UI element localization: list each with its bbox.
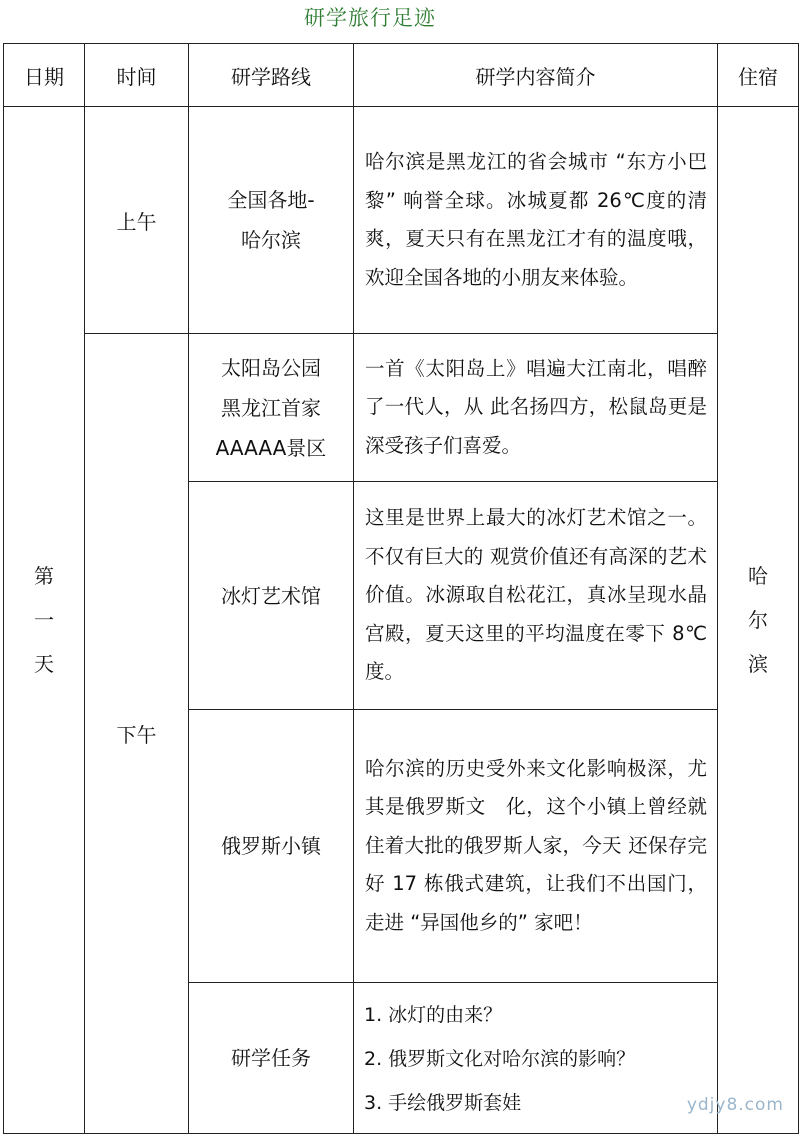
task-item: 3. 手绘俄罗斯套娃 [364, 1092, 522, 1114]
route-cell: 冰灯艺术馆 [189, 482, 354, 710]
header-time: 时间 [85, 44, 189, 107]
table-row [4, 334, 799, 482]
header-row [4, 44, 799, 107]
route-cell: 俄罗斯小镇 [189, 710, 354, 983]
route-cell: 研学任务 [189, 983, 354, 1134]
header-route: 研学路线 [189, 44, 354, 107]
tasks-cell [354, 983, 718, 1134]
task-item: 1. 冰灯的由来？ [364, 1004, 503, 1026]
content-cell: 哈尔滨的历史受外来文化影响极深，尤其是俄罗斯文 化，这个小镇上曾经就住着大批的俄罗斯人家，今天 还保存完好 17 栋俄式建筑，让我们不出国门， 走进 “异国他乡的” 家吧！ [354, 710, 718, 983]
route-cell: 全国各地- 哈尔滨 [189, 107, 354, 334]
content-cell: 哈尔滨是黑龙江的省会城市 “东方小巴黎” 响誉全球。冰城夏都 26℃度的清爽，夏天只有在黑龙江才有的温度哦，欢迎全国各地的小朋友来体验。 [354, 107, 718, 334]
watermark: ydjy8.com [686, 1095, 784, 1115]
stay-cell: 哈 尔 滨 [718, 107, 799, 1134]
day-cell: 第 一 天 [4, 107, 85, 1134]
time-afternoon: 下午 [85, 334, 189, 1134]
header-date: 日期 [4, 44, 85, 107]
itinerary-table [3, 43, 799, 1134]
page-title: 研学旅行足迹 [304, 6, 436, 30]
content-cell: 一首《太阳岛上》唱遍大江南北，唱醉了一代人，从 此名扬四方，松鼠岛更是深受孩子们喜爱。 [354, 334, 718, 482]
route-cell: 太阳岛公园 黑龙江首家 AAAAA景区 [189, 334, 354, 482]
header-content: 研学内容简介 [354, 44, 718, 107]
header-stay: 住宿 [718, 44, 799, 107]
task-item: 2. 俄罗斯文化对哈尔滨的影响？ [364, 1048, 636, 1070]
content-cell: 这里是世界上最大的冰灯艺术馆之一。不仅有巨大的 观赏价值还有高深的艺术价值。冰源取自松花江，真冰呈现水晶宫殿，夏天这里的平均温度在零下 8℃度。 [354, 482, 718, 710]
time-morning: 上午 [85, 107, 189, 334]
table-row [4, 107, 799, 334]
